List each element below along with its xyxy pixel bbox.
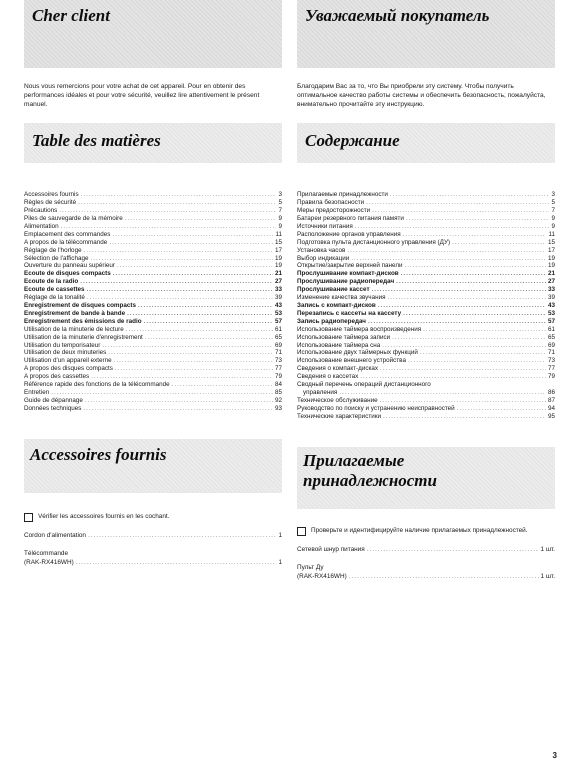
toc-entry: Меры предосторожности ..... 7 bbox=[297, 207, 555, 215]
toc-entry: Enregistrement de disques compacts ..... 43 bbox=[24, 302, 282, 310]
checkbox-icon[interactable] bbox=[297, 527, 306, 536]
toc-entry: Прилагаемые принадлежности ..... 3 bbox=[297, 191, 555, 199]
toc-entry: Открытие/закрытие верхней панели ..... 19 bbox=[297, 262, 555, 270]
toc-entry: Использование таймера сна ..... 69 bbox=[297, 342, 555, 350]
toc-entry: A propos des cassettes ..... 79 bbox=[24, 373, 282, 381]
toc-entry: Précautions ..... 7 bbox=[24, 207, 282, 215]
toc-entry: Использование двух таймерных функций ..... 71 bbox=[297, 349, 555, 357]
greeting-title: Cher client bbox=[32, 6, 110, 25]
toc-entry: Utilisation de deux minuteries ..... 71 bbox=[24, 349, 282, 357]
toc-entry: Установка часов ..... 17 bbox=[297, 247, 555, 255]
toc-title-band bbox=[297, 123, 555, 163]
toc-entry: Ecoute de la radio ..... 27 bbox=[24, 278, 282, 286]
toc-entry: Запись радиопередач ..... 57 bbox=[297, 318, 555, 326]
toc-entry: Изменение качества звучания ..... 39 bbox=[297, 294, 555, 302]
toc-entry: A propos de la télécommande ..... 15 bbox=[24, 239, 282, 247]
intro-text: Благодарим Вас за то, что Вы приобрели эту систему. Чтобы получить оптимальное качество работы системы и обеспечить безопасность, пожалуйста, внимательно прочитайте эту инструкцию. bbox=[297, 83, 546, 109]
accessories-title: Accessoires fournis bbox=[30, 444, 167, 464]
toc-entry: Sélection de l'affichage ..... 19 bbox=[24, 255, 282, 263]
toc-entry: Piles de sauvegarde de la mémoire ..... 9 bbox=[24, 215, 282, 223]
page-number: 3 bbox=[552, 751, 557, 760]
toc-entry: Enregistrement des émissions de radio ..... 57 bbox=[24, 318, 282, 326]
greeting-band bbox=[24, 0, 282, 38]
toc-title: Table des matières bbox=[32, 131, 161, 151]
toc-entry: Источники питания ..... 9 bbox=[297, 223, 555, 231]
checkbox-icon[interactable] bbox=[24, 513, 33, 522]
toc-entry: Сводный перечень операций дистанционного управления ..... 86 bbox=[297, 381, 555, 397]
toc-title: Содержание bbox=[305, 131, 400, 151]
toc-entry: Entretien ..... 85 bbox=[24, 389, 282, 397]
toc-entry: Выбор индикации ..... 19 bbox=[297, 255, 555, 263]
toc-entry: Перезапись с кассеты на кассету ..... 53 bbox=[297, 310, 555, 318]
accessory-item: Сетевой шнур питания ..... 1 шт. bbox=[297, 546, 555, 555]
toc-entry: Батареи резервного питания памяти ..... 9 bbox=[297, 215, 555, 223]
russian-column bbox=[297, 0, 555, 591]
toc-entry: Réglage de la tonalité ..... 39 bbox=[24, 294, 282, 302]
toc-entry: Emplacement des commandes ..... 11 bbox=[24, 231, 282, 239]
table-of-contents bbox=[24, 191, 282, 412]
toc-entry: Ecoute de disques compacts ..... 21 bbox=[24, 270, 282, 278]
accessory-item: Пульт Ду (RAK-RX416WH) ..... 1 шт. bbox=[297, 564, 555, 581]
toc-entry: Использование таймера воспроизведения ..... 61 bbox=[297, 326, 555, 334]
toc-entry: Utilisation de la minuterie de lecture ..... 61 bbox=[24, 326, 282, 334]
toc-entry: Règles de sécurité ..... 5 bbox=[24, 199, 282, 207]
toc-entry: Сведения о кассетах ..... 79 bbox=[297, 373, 555, 381]
toc-entry: Сведения о компакт-дисках ..... 77 bbox=[297, 365, 555, 373]
toc-entry: Réglage de l'horloge ..... 17 bbox=[24, 247, 282, 255]
toc-entry: Référence rapide des fonctions de la télécommande ..... 84 bbox=[24, 381, 282, 389]
toc-title-band bbox=[24, 123, 282, 163]
toc-entry: Enregistrement de bande à bande ..... 53 bbox=[24, 310, 282, 318]
accessories-title: Прилагаемые принадлежности bbox=[303, 450, 437, 490]
accessory-item: Cordon d'alimentation ..... 1 bbox=[24, 532, 282, 541]
toc-entry: Технические характеристики ..... 95 bbox=[297, 413, 555, 421]
toc-entry: Использование таймера записи ..... 65 bbox=[297, 334, 555, 342]
french-column bbox=[24, 0, 282, 577]
accessories-title-band bbox=[297, 447, 555, 509]
toc-entry: Ecoute de cassettes ..... 33 bbox=[24, 286, 282, 294]
toc-entry: Ouverture du panneau supérieur ..... 19 bbox=[24, 262, 282, 270]
toc-entry: A propos des disques compacts ..... 77 bbox=[24, 365, 282, 373]
accessories-title-band bbox=[24, 439, 282, 493]
toc-entry: Использование внешнего устройства ..... 73 bbox=[297, 357, 555, 365]
toc-entry: Utilisation de la minuterie d'enregistrement ..... 65 bbox=[24, 334, 282, 342]
greeting-band bbox=[297, 0, 555, 38]
toc-entry: Données techniques ..... 93 bbox=[24, 405, 282, 413]
greeting-shade bbox=[297, 38, 555, 68]
accessory-item: Télécommande (RAK-RX416WH) ..... 1 bbox=[24, 550, 282, 567]
toc-entry: Правила безопасности ..... 5 bbox=[297, 199, 555, 207]
toc-entry: Расположение органов управления ..... 11 bbox=[297, 231, 555, 239]
toc-entry: Прослушивание радиопередач ..... 27 bbox=[297, 278, 555, 286]
table-of-contents bbox=[297, 191, 555, 420]
toc-entry: Utilisation d'un appareil externe ..... 73 bbox=[24, 357, 282, 365]
toc-entry: Техническое обслуживание ..... 87 bbox=[297, 397, 555, 405]
toc-entry: Alimentation ..... 9 bbox=[24, 223, 282, 231]
toc-entry: Utilisation du temporisateur ..... 69 bbox=[24, 342, 282, 350]
toc-entry: Guide de dépannage ..... 92 bbox=[24, 397, 282, 405]
toc-entry: Прослушивание компакт-дисков ..... 21 bbox=[297, 270, 555, 278]
toc-entry: Руководство по поиску и устранению неисправностей ..... 94 bbox=[297, 405, 555, 413]
toc-entry: Подготовка пульта дистанционного управления (ДУ) ..... 15 bbox=[297, 239, 555, 247]
intro-text: Nous vous remercions pour votre achat de cet appareil. Pour en obtenir des performances idéales et pour votre sécurité, veuillez lire attentivement le présent manuel. bbox=[24, 83, 260, 109]
toc-entry: Запись с компакт-дисков ..... 43 bbox=[297, 302, 555, 310]
accessories-check-note: Проверьте и идентифицируйте наличие прилагаемых принадлежностей. bbox=[297, 527, 555, 536]
accessories-check-note: Vérifier les accessoires fournis en les cochant. bbox=[24, 513, 282, 522]
toc-entry: Прослушивание кассет ..... 33 bbox=[297, 286, 555, 294]
greeting-shade bbox=[24, 38, 282, 68]
greeting-title: Уважаемый покупатель bbox=[305, 6, 490, 25]
toc-entry: Accessoires fournis ..... 3 bbox=[24, 191, 282, 199]
